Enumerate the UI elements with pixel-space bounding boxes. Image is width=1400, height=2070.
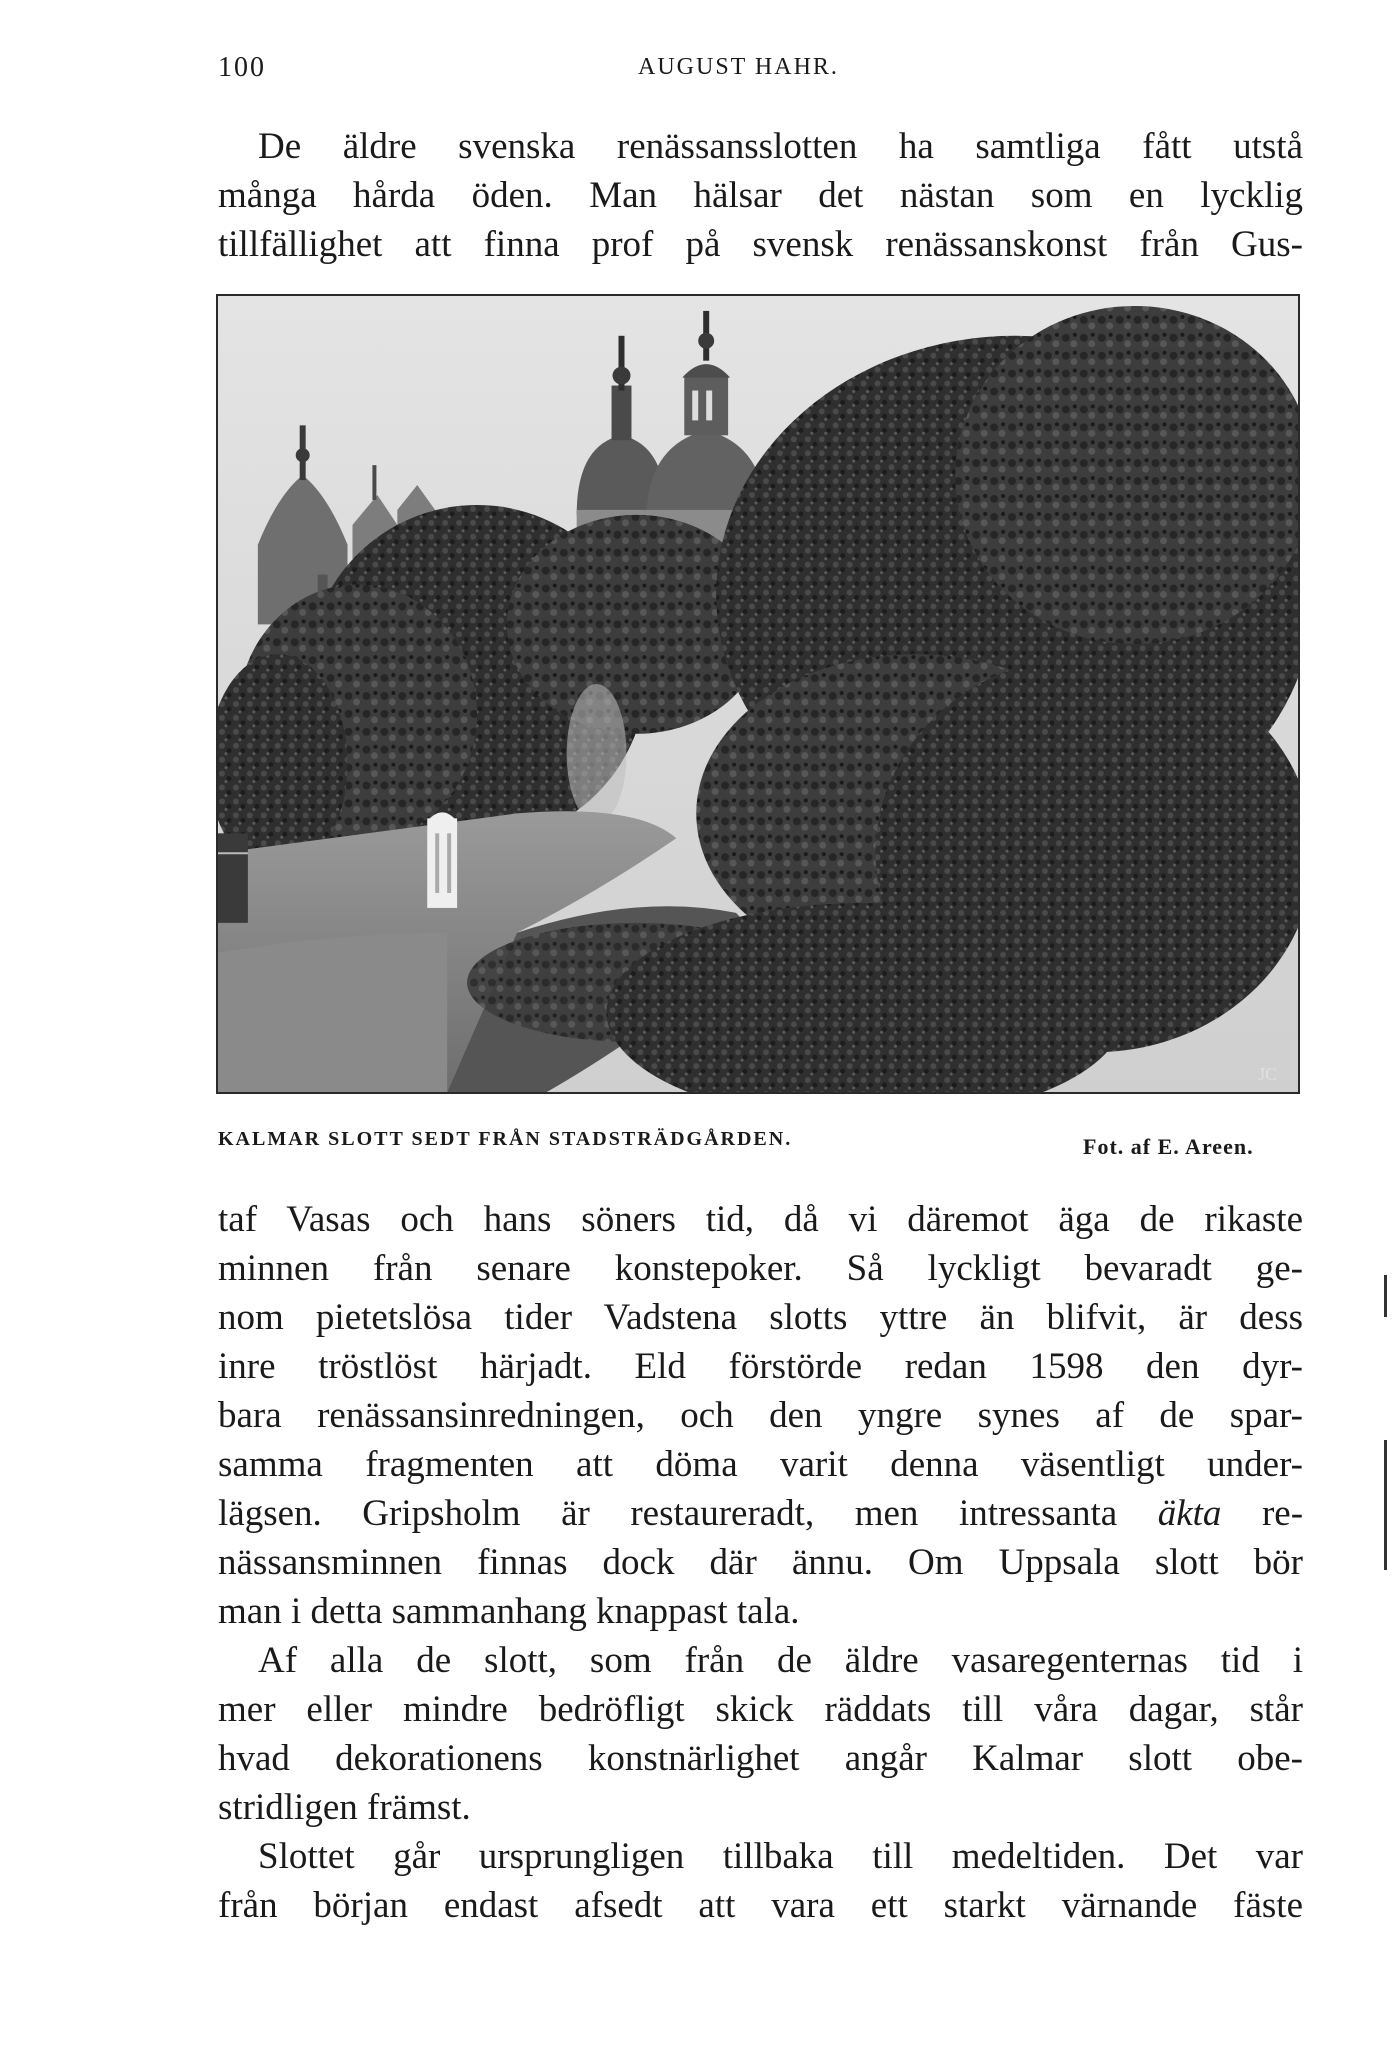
paragraph-4: [218, 1832, 1303, 1930]
text-line-with-italic: [218, 1489, 1303, 1538]
castle-photograph: [216, 294, 1300, 1094]
running-head: [218, 52, 1303, 92]
castle-photograph-drawing: [218, 296, 1298, 1092]
text-line: minnen från senare konstepoker. Så lyckligt bevaradt ge-: [218, 1248, 1303, 1289]
italic-word: äkta: [1157, 1493, 1222, 1534]
text-line: stridligen främst.: [218, 1787, 471, 1828]
text-line: Slottet går ursprungligen tillbaka till medeltiden. Det var: [258, 1836, 1303, 1877]
text-line: hvad dekorationens konstnärlighet angår Kalmar slott obe-: [218, 1738, 1303, 1779]
paragraph-2: [218, 1195, 1303, 1636]
text-line: bara renässansinredningen, och den yngre synes af de spar-: [218, 1395, 1303, 1436]
text-line: tillfällighet att finna prof på svensk renässanskonst från Gus-: [218, 224, 1303, 265]
text-line: inre tröstlöst härjadt. Eld förstörde redan 1598 den dyr-: [218, 1346, 1303, 1387]
scan-edge-mark: [1384, 1275, 1387, 1317]
text-line: taf Vasas och hans söners tid, då vi däremot äga de rikaste: [218, 1199, 1303, 1240]
text-line: De äldre svenska renässansslotten ha samtliga fått utstå: [258, 126, 1303, 167]
text-line: nom pietetslösa tider Vadstena slotts yttre än blifvit, är dess: [218, 1297, 1303, 1338]
text-line: från början endast afsedt att vara ett starkt värnande fäste: [218, 1885, 1303, 1926]
text-fragment: lägsen. Gripsholm är restaureradt, men intressanta: [218, 1493, 1118, 1534]
text-fragment: re-: [1261, 1493, 1304, 1534]
text-line: man i detta sammanhang knappast tala.: [218, 1591, 800, 1632]
photo-monogram: JC: [1258, 1064, 1278, 1085]
photo-credit: Fot. af E. Areen.: [1083, 1134, 1254, 1159]
figure-caption: KALMAR SLOTT SEDT FRÅN STADSTRÄDGÅRDEN.: [218, 1128, 793, 1150]
text-line: Af alla de slott, som från de äldre vasaregenternas tid i: [258, 1640, 1303, 1681]
text-line: samma fragmenten att döma varit denna väsentligt under-: [218, 1444, 1303, 1485]
text-line: många hårda öden. Man hälsar det nästan som en lycklig: [218, 175, 1303, 216]
scan-edge-mark: [1384, 1440, 1387, 1570]
running-title: AUGUST HAHR.: [638, 54, 839, 80]
paragraph-3: [218, 1636, 1303, 1832]
text-line: mer eller mindre bedröfligt skick räddats till våra dagar, står: [218, 1689, 1303, 1730]
text-line: nässansminnen finnas dock där ännu. Om Uppsala slott bör: [218, 1542, 1303, 1583]
page-number: 100: [218, 52, 266, 83]
paragraph-1: [218, 122, 1303, 269]
